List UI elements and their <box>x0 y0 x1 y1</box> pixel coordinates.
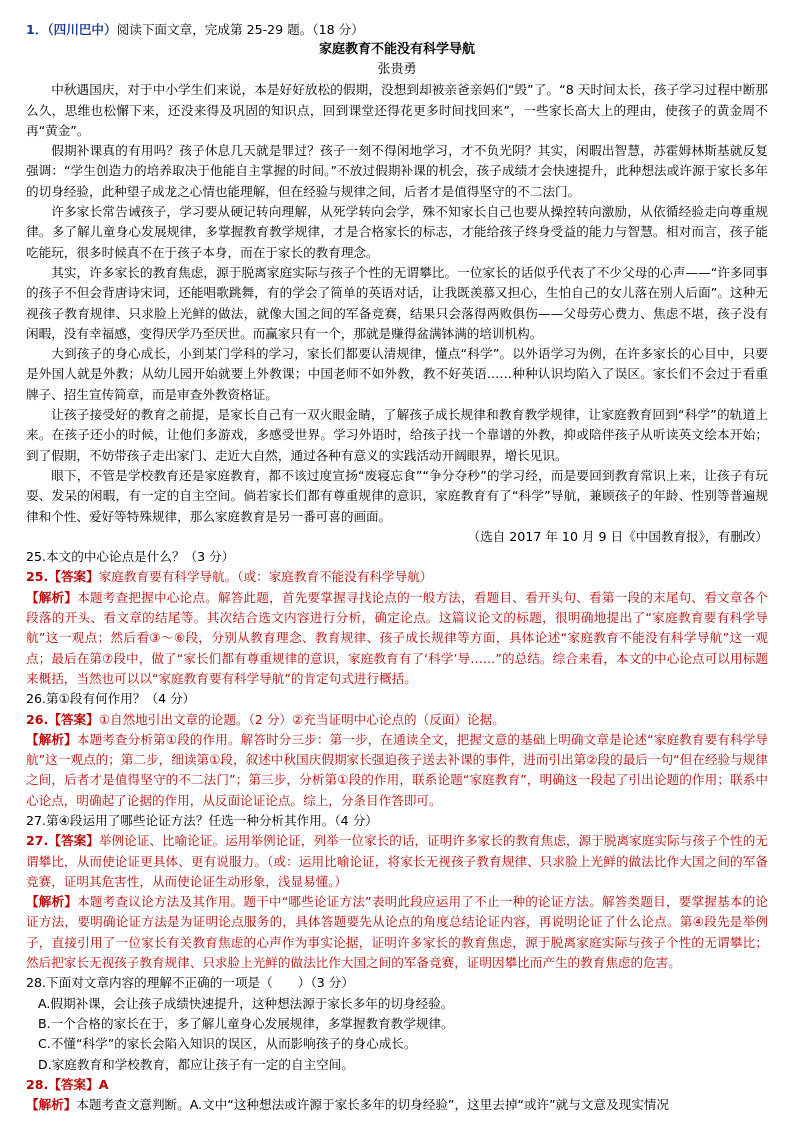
question-27: 27.第④段运用了哪些论证方法？任选一种分析其作用。（4 分） <box>26 812 378 828</box>
analysis-28 <box>26 1095 768 1115</box>
option-b: B.一个合格的家长在于，多了解儿童身心发展规律，多掌握教育教学规律。 <box>38 1015 454 1031</box>
analysis-26-tag: 【解析】 <box>26 731 77 747</box>
option-c: C.不懂“科学”的家长会陷入知识的误区，从而影响孩子的身心成长。 <box>38 1036 417 1052</box>
analysis-27-text: 本题考查议论方法及其作用。题干中“哪些论证方法”表明此段应运用了不止一种的论证方法。解答类题目，要掌握基本的论证方法，要明确论证方法是为证明论点服务的，具体答题要先从论点的角度总结论证内容，再说明论证了什么论点。第④段先是举例子，直接引用了一位家长有关教育焦虑的心声作为事实论据，证明许多家长的教育焦虑，源于脱离家庭实际与孩子个性的无谓攀比；然后把家长无视孩子教育规律、只求脸上光鲜的做法比作大国之间的军备竞赛，证明因攀比而产生的教育焦虑的危害。 <box>26 894 768 971</box>
article-title: 家庭教育不能没有科学导航 <box>318 42 475 58</box>
article-paragraph-4: 其实，许多家长的教育焦虑，源于脱离家庭实际与孩子个性的无谓攀比。一位家长的话似乎代表了不少父母的心声——“许多同事的孩子不但会背唐诗宋词，还能唱歌跳舞，有的学会了简单的英语对话，让我既羡慕又担心，生怕自己的女儿落在别人后面”。这种无视孩子教育规律、只求脸上光鲜的做法，就像大国之间的军备竞赛，结果只会落得两败俱伤——父母劳心费力、焦虑不堪，孩子没有闲暇，没有幸福感，变得厌学乃至厌世。而赢家只有一个，那就是赚得盆满钵满的培训机构。 <box>26 264 768 341</box>
answer-26-tag: 【答案】 <box>48 711 99 727</box>
analysis-25-text: 本题考查把握中心论点。解答此题，首先要掌握寻找论点的一般方法，看题目、看开头句、看第一段的末尾句、看文章各个段落的开头、看文章的结尾等。其次结合选文内容进行分析，确定论点。这篇议论文的标题，很明确地提出了“家庭教育要有科学导航”这一观点；然后看③～⑥段，分别从教育理念、教育规律、孩子成长规律等方面，具体论述“家庭教育不能没有科学导航”这一观点；最后在第⑦段中，做了“家长们都有尊重规律的意识，家庭教育有了‘科学’导……”的总结。综合来看，本文的中心论点可以用标题来概括，当然也可以以“家庭教育要有科学导航”的肯定句式进行概括。 <box>26 589 769 686</box>
article-paragraph-6: 让孩子接受好的教育之前提，是家长自己有一双火眼金睛，了解孩子成长规律和教育教学规律，让家庭教育回到“科学”的轨道上来。在孩子还小的时候，让他们多游戏，多感受世界。学习外语时，给孩子找一个靠谱的外教，抑或陪伴孩子从听读英文绘本开始；到了假期，不妨带孩子走出家门、走近大自然，通过各种有意义的实践活动开阔眼界，增长见识。 <box>26 407 768 463</box>
answer-28 <box>26 1075 768 1095</box>
article-author: 张贵勇 <box>377 62 417 78</box>
answer-25-number: 25. <box>26 569 49 585</box>
analysis-27 <box>26 892 768 973</box>
question-source: （四川巴中） <box>47 22 117 37</box>
question-instruction: 阅读下面文章，完成第 25-29 题。（18 分） <box>116 22 364 37</box>
article-paragraph-1: 中秋遇国庆，对于中小学生们来说，本是好好放松的假期，没想到却被亲爸亲妈们“毁”了。“8 天时间太长，孩子学习过程中断那么久，思维也松懈下来，还没来得及巩固的知识点，回到课堂还得花更多时间找回来”，一些家长高大上的理由，使孩子的黄金周不再“黄金”。 <box>26 82 768 138</box>
analysis-26 <box>26 730 768 811</box>
analysis-25-tag: 【解析】 <box>26 589 78 605</box>
question-25: 25.本文的中心论点是什么？（3 分） <box>26 549 235 565</box>
option-a: A.假期补课，会让孩子成绩快速提升，这种想法源于家长多年的切身经验。 <box>38 995 454 1011</box>
analysis-28-tag: 【解析】 <box>26 1097 77 1113</box>
analysis-25 <box>26 588 768 689</box>
article-source: （选自 2017 年 10 月 9 日《中国教育报》，有删改） <box>467 528 768 544</box>
question-number: 1． <box>26 22 48 37</box>
answer-26-text: ①自然地引出文章的论题。（2 分）②充当证明中心论点的（反面）论据。 <box>98 711 505 727</box>
answer-28-number: 28. <box>26 1076 49 1092</box>
answer-26-number: 26. <box>26 711 49 727</box>
answer-25-tag: 【答案】 <box>48 569 99 585</box>
question-header <box>26 20 768 40</box>
question-26: 26.第①段有何作用？（4 分） <box>26 691 196 707</box>
answer-27-tag: 【答案】 <box>48 833 99 849</box>
answer-27-number: 27. <box>26 833 49 849</box>
option-d: D.家庭教育和学校教育，都应让孩子有一定的自主空间。 <box>38 1056 354 1072</box>
article-paragraph-3: 许多家长常告诫孩子，学习要从硬记转向理解，从死学转向会学，殊不知家长自己也要从操控转向激励，从依循经验走向尊重规律。多了解儿童身心发展规律，多掌握教育教学规律，才是合格家长的标志，才能给孩子终身受益的能力与智慧。相对而言，孩子能吃能玩，很多时候真不在于孩子本身，而在于家长的教育理念。 <box>26 204 768 260</box>
answer-27 <box>26 831 768 892</box>
answer-28-tag: 【答案】 <box>48 1076 99 1092</box>
answer-26 <box>26 710 768 730</box>
question-28: 28.下面对文章内容的理解不正确的一项是（ ）（3 分） <box>26 975 354 991</box>
analysis-28-text: 本题考查文意判断。A.文中“这种想法或许源于家长多年的切身经验”，这里去掉“或许”就与文意及现实情况 <box>76 1097 669 1113</box>
answer-25-text: 家庭教育要有科学导航。（或：家庭教育不能没有科学导航） <box>98 569 433 585</box>
article-paragraph-2: 假期补课真的有用吗？孩子休息几天就是罪过？孩子一刻不得闲地学习，才不负光阴？其实，闲暇出智慧，苏霍姆林斯基就反复强调：“学生创造力的培养取决于他能自主掌握的时间。”不放过假期补课的机会，孩子成绩才会快速提升，此种想法或许源于家长多年的切身经验，此种望子成龙之心情也能理解，但在经验与规律之间，后者才是值得坚守的不二法门。 <box>26 143 768 199</box>
answer-25 <box>26 567 768 587</box>
analysis-26-text: 本题考查分析第①段的作用。解答时分三步：第一步，在通读全文，把握文意的基础上明确文章是论述“家庭教育要有科学导航”这一观点的；第二步，细读第①段，叙述中秋国庆假期家长强迫孩子送去补课的事件，进而引出第②段的最后一句“但在经验与规律之间，后者才是值得坚守的不二法门”；第三步，分析第①段的作用，联系论题“家庭教育”，明确这一段起了引出论题的作用；联系中心论点，明确起了论据的作用，从反面论证论点。综上，分条目作答即可。 <box>26 731 768 808</box>
article-paragraph-5: 大到孩子的身心成长，小到某门学科的学习，家长们都要认清规律，懂点“科学”。以外语学习为例，在许多家长的心目中，只要是外国人就是外教；从幼儿园开始就要上外教课；中国老师不如外教，教不好英语……种种认识均陷入了误区。家长们不会过于看重牌子、招生宣传简章，而是审查外教资格证。 <box>26 346 768 402</box>
answer-27-text: 举例论证、比喻论证。运用举例论证，列举一位家长的话，证明许多家长的教育焦虑，源于脱离家庭实际与孩子个性的无谓攀比，从而使论证更具体、更有说服力。（或：运用比喻论证，将家长无视孩子教育规律、只求脸上光鲜的做法比作大国之间的军备竞赛，证明其危害性，从而使论证生动形象，浅显易懂。） <box>26 833 769 889</box>
page <box>26 20 768 1115</box>
analysis-27-tag: 【解析】 <box>26 894 78 910</box>
answer-28-text: A <box>98 1076 109 1092</box>
article-paragraph-7: 眼下，不管是学校教育还是家庭教育，都不该过度宣扬“废寝忘食”“争分夺秒”的学习经，而是要回到教育常识上来，让孩子有玩耍、发呆的闲暇，有一定的自主空间。倘若家长们都有尊重规律的意识，家庭教育有了“科学”导航，兼顾孩子的年龄、性别等普遍规律和个性、爱好等特殊规律，那么家庭教育是另一番可喜的画面。 <box>26 467 768 524</box>
